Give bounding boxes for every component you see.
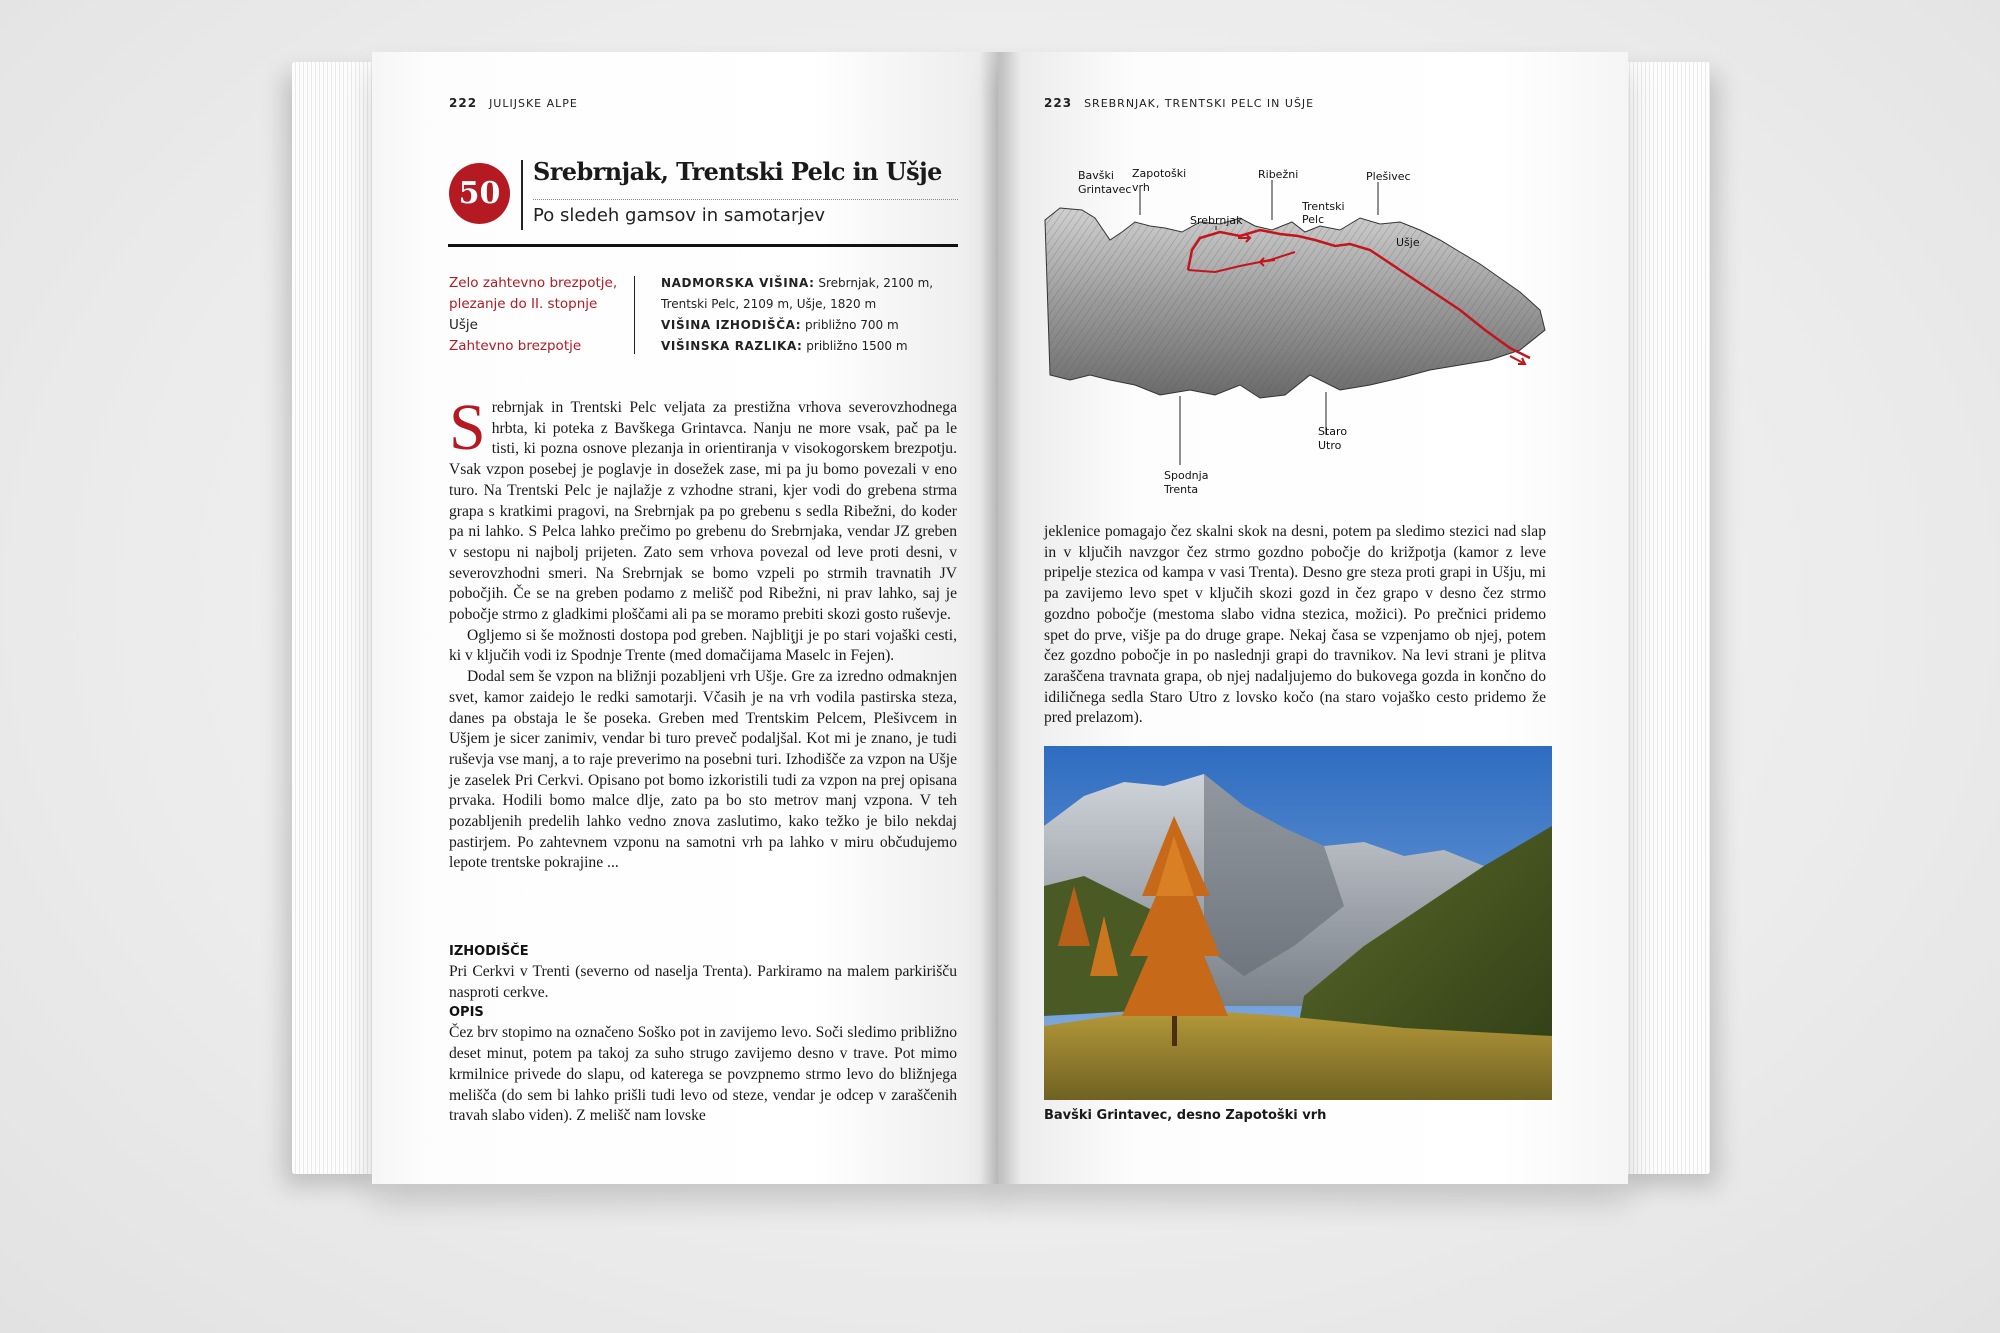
altitude-value-2: Trentski Pelc, 2109 m, Ušje, 1820 m xyxy=(661,297,877,311)
label-ribezni: Ribežni xyxy=(1258,168,1299,181)
label-zapotoski-1: Zapotoški xyxy=(1132,167,1187,180)
label-trentski-1: Trentski xyxy=(1302,200,1345,213)
height-diff-label: VIŠINSKA RAZLIKA: xyxy=(661,339,803,353)
label-spodnja-2: Trenta xyxy=(1164,483,1199,496)
route-title: Srebrnjak, Trentski Pelc in Ušje xyxy=(533,157,942,186)
label-usje: Ušje xyxy=(1396,236,1420,249)
title-divider xyxy=(521,160,523,230)
intro-text xyxy=(449,391,957,874)
page-number-right: 223 xyxy=(1044,96,1073,110)
label-staro-2: Utro xyxy=(1318,439,1342,452)
altitude-label: NADMORSKA VIŠINA: xyxy=(661,276,815,290)
start-point-heading: IZHODIŠČE xyxy=(449,944,529,959)
label-spodnja-1: Spodnja xyxy=(1164,469,1209,482)
start-height-value: približno 700 m xyxy=(805,318,899,332)
title-dotted-rule xyxy=(533,199,958,200)
route-arrow-3 xyxy=(1510,356,1525,364)
route-subtitle: Po sledeh gamsov in samotarjev xyxy=(533,205,826,226)
route-continuation xyxy=(1044,522,1546,729)
right-page-stack xyxy=(1618,62,1710,1174)
alt-route-name: Ušje xyxy=(449,317,478,333)
running-head-left-text: JULIJSKE ALPE xyxy=(489,97,578,110)
label-srebrnjak: Srebrnjak xyxy=(1190,214,1243,227)
landscape-photo xyxy=(1044,746,1552,1100)
altitude-block xyxy=(661,273,966,357)
right-running-head xyxy=(1044,96,1314,110)
page-number-left: 222 xyxy=(449,96,478,110)
height-diff-value: približno 1500 m xyxy=(806,339,908,353)
label-plesivec: Plešivec xyxy=(1366,170,1411,183)
label-trentski-2: Pelc xyxy=(1302,213,1325,226)
title-rule xyxy=(448,244,958,247)
label-bavski-2: Grintavec xyxy=(1078,183,1132,196)
label-bavski-1: Bavški xyxy=(1078,169,1114,182)
route-continuation-text: jeklenice pomagajo čez skalni skok na desni, potem pa sledimo stezici nad slap in v ključih navzgor čez strmo gozdno pobočje do križpotja (kamor z leve pripelje stezica od kampa v vasi Trenta). Desno gre steza proti grapi in Ušju, mi pa zavijemo levo spet v ključih skozi gozd in čez grapo v desno čez strmo gozdno pobočje (mestoma slabo vidna stezica, možici). Po prečnici pridemo spet do prve, višje pa do druge grape. Nekaj časa se vzpenjamo ob njej, potem čez gozdno pobočje in po naslednji grapi do travnikov. Na levi strani je plitva zaraščena travnata grapa, ob njej nadaljujemo do bukovega gozda in končno do idiličnega sedla Staro Utro z lovsko kočo (na staro vojaško cesto pridemo že pred prelazom). xyxy=(1044,523,1546,727)
photo-caption: Bavški Grintavec, desno Zapotoški vrh xyxy=(1044,1108,1327,1123)
description-heading: OPIS xyxy=(449,1005,484,1021)
drop-cap: S xyxy=(449,391,486,464)
start-point-text: Pri Cerkvi v Trenti (severno od naselja Trenta). Parkiramo na malem parkirišču nasproti cerkve. xyxy=(449,963,957,1001)
mountain-route-diagram xyxy=(1040,160,1560,505)
info-divider xyxy=(634,276,635,354)
difficulty-block xyxy=(449,273,634,357)
altitude-value-1: Srebrnjak, 2100 m, xyxy=(818,276,934,290)
gutter-shadow xyxy=(980,52,1020,1184)
intro-paragraph-1: rebrnjak in Trentski Pelc veljata za prestižna vrhova severovzhodnega hrbta, ki poteka z Bavškega Grintavca. Nanju ne more vsak, pač pa le tisti, ki pozna osnove plezanja in orientiranja v visokogorskem brezpotju. Vsak vzpon posebej je poglavje in dosežek zase, mi pa ju bomo povezali v eno turo. Na Trentski Pelc je najlažje z vzhodne strani, kjer vodi do grebena strma grapa s kratkimi pragovi, na Srebrnjak pa po grebenu s sedla Ribežni, do koder pa ni lahko. S Pelca lahko prečimo po grebenu do Srebrnjaka, vendar JZ greben v sestopu ni najbolj prijeten. Zato sem vrhova povezal od leve proti desni, v severovzhodni smeri. Na Srebrnjak se bomo vzpeli po strmih travnatih JV pobočjih. Če se na greben podamo z melišč pod Ribežni, ni prav lahko, saj je pobočje strmo z gladkimi ploščami ali pa se moramo prebiti skozi gosto ruševje. xyxy=(449,399,957,624)
difficulty-line-2: plezanje do II. stopnje xyxy=(449,296,598,312)
left-page-stack xyxy=(292,62,382,1174)
start-height-label: VIŠINA IZHODIŠČA: xyxy=(661,318,802,332)
difficulty-line-1: Zelo zahtevno brezpotje, xyxy=(449,275,618,291)
intro-paragraph-3: Dodal sem še vzpon na bližnji pozabljeni vrh Ušje. Gre za izredno odmaknjen svet, kamor zaidejo le redki samotarji. Včasih je na vrh vodila pastirska steza, danes pa obstaja le še poseka. Greben med Trentskim Pelcem, Plešivcem in Ušjem je sicer zanimiv, vendar bi turo preveč podaljšal. Kot mi je znano, je tudi ruševja vse manj, a to raje preverimo na posebni turi. Izhodišče za vzpon na Ušje je zaselek Pri Cerkvi. Opisano pot bomo izkoristili tudi za vzpon na prej opisana prvaka. Hodili bomo malce dlje, zato pa bo sto metrov manj vzpona. V teh pozabljenih predelih lahko vedno znova zaslutimo, kako težko je bilo nekdaj pastirjem. Po zahtevnem vzponu na samotni vrh pa lahko v miru občudujemo lepote trentske pokrajine ... xyxy=(449,668,957,872)
alt-route-difficulty: Zahtevno brezpotje xyxy=(449,338,582,354)
route-number-badge: 50 xyxy=(449,163,510,224)
left-running-head xyxy=(449,96,578,110)
label-staro-1: Staro xyxy=(1318,425,1348,438)
label-zapotoski-2: vrh xyxy=(1132,181,1150,194)
intro-paragraph-2: Ogljemo si še možnosti dostopa pod greben. Najbliţji je po stari vojaški cesti, ki v ključih vodi iz Spodnje Trente (med domačijama Maselc in Fejen). xyxy=(449,626,957,665)
route-details xyxy=(449,942,957,1127)
running-head-right-text: SREBRNJAK, TRENTSKI PELC IN UŠJE xyxy=(1084,97,1315,110)
description-text: Čez brv stopimo na označeno Soško pot in zavijemo levo. Soči sledimo približno deset minut, potem pa takoj za suho strugo zavijemo desno v trave. Pot mimo krmilnice privede do slapu, od katerega se povzpnemo strmo levo do bližnjega melišča (do sem bi lahko prišli tudi levo od steze, vendar je odcep v zaraščenih travah slabo viden). Z melišč nam lovske xyxy=(449,1024,957,1125)
